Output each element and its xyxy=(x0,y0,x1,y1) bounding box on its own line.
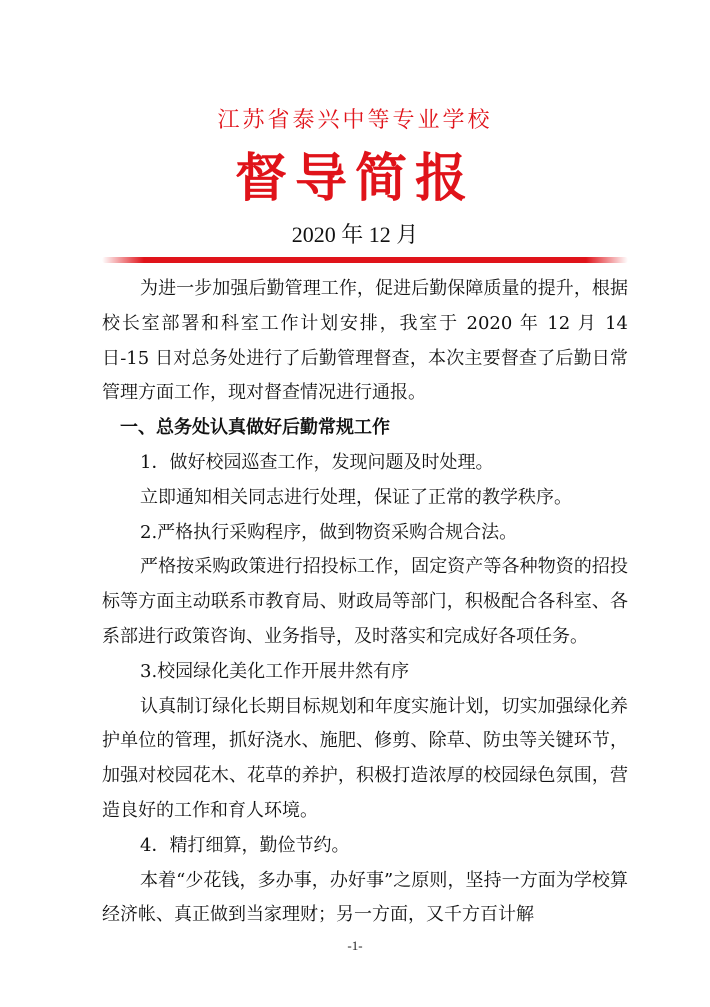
body-paragraph: 立即通知相关同志进行处理，保证了正常的教学秩序。 xyxy=(140,486,572,508)
intro-paragraph: 为进一步加强后勤管理工作，促进后勤保障质量的提升，根据校长室部署和科室工作计划安排，我室于 2020 年 12 月 14 日-15 日对总务处进行了后勤管理督查，本次主要督查了后勤日常管理方面工作，现对督查情况进行通报。 xyxy=(102,278,628,404)
section-heading: 一、总务处认真做好后勤常规工作 xyxy=(120,417,390,439)
item-heading: 2.严格执行采购程序，做到物资采购合规合法。 xyxy=(140,521,518,543)
item-heading: 3.校园绿化美化工作开展井然有序 xyxy=(140,660,410,682)
school-name: 江苏省泰兴中等专业学校 xyxy=(217,108,493,133)
bulletin-title: 督导简报 xyxy=(234,148,475,209)
issue-date: 2020 年 12 月 xyxy=(291,222,419,247)
item-heading: 4．精打细算，勤俭节约。 xyxy=(140,834,350,856)
page-number: -1- xyxy=(347,938,363,953)
item-heading: 1．做好校园巡查工作，发现问题及时处理。 xyxy=(140,451,494,473)
body-paragraph: 本着“少花钱，多办事，办好事”之原则，坚持一方面为学校算经济帐、真正做到当家理财；另一方面，又千方百计解 xyxy=(102,869,628,926)
body-paragraph: 认真制订绿化长期目标规划和年度实施计划，切实加强绿化养护单位的管理，抓好浇水、施肥、修剪、除草、防虫等关键环节，加强对校园花木、花草的养护，积极打造浓厚的校园绿色氛围，营造良好的工作和育人环境。 xyxy=(102,695,628,821)
body-paragraph: 严格按采购政策进行招投标工作，固定资产等各种物资的招投标等方面主动联系市教育局、财政局等部门，积极配合各科室、各系部进行政策咨询、业务指导，及时落实和完成好各项任务。 xyxy=(102,556,628,647)
bulletin-body xyxy=(102,272,628,933)
red-divider-line xyxy=(102,257,628,263)
